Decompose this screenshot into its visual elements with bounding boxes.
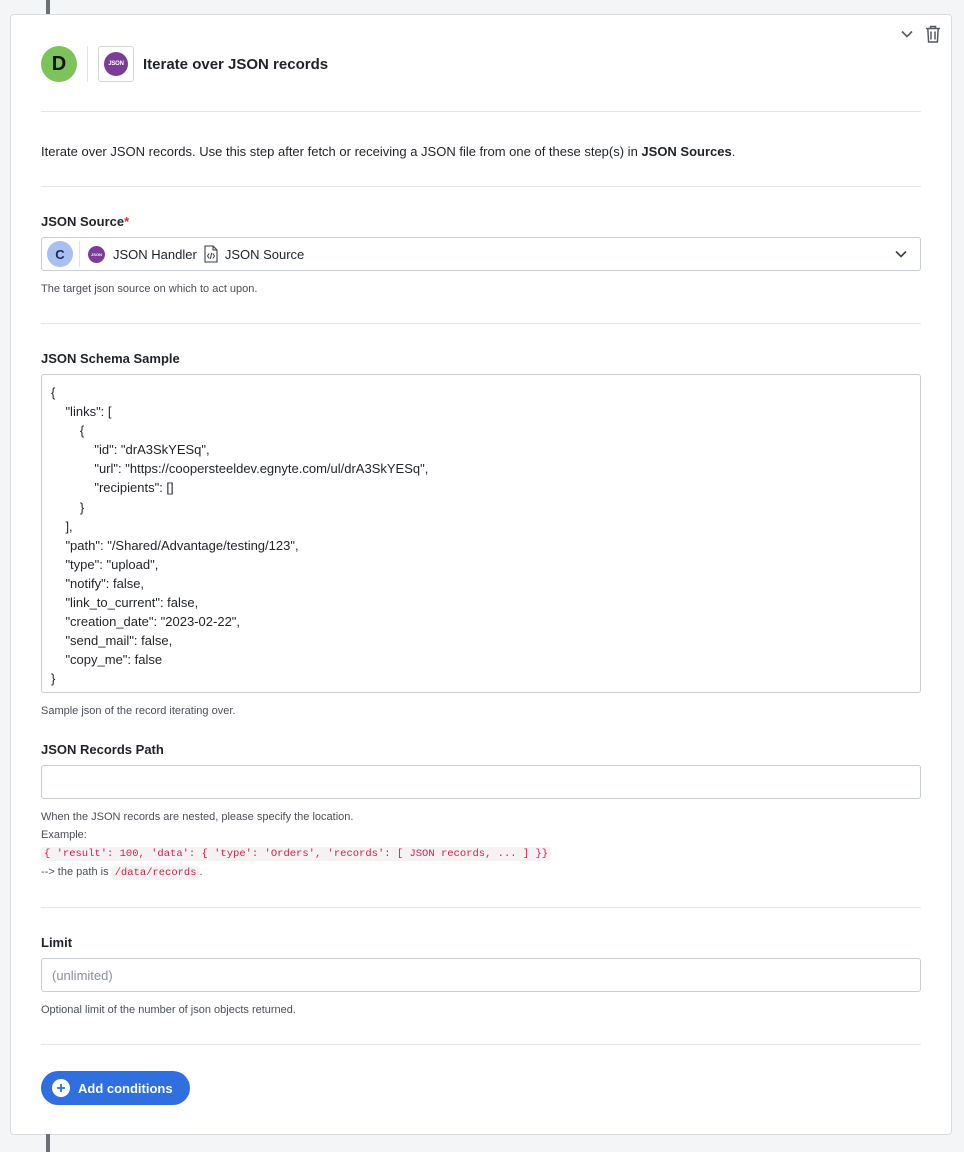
chevron-down-icon (900, 27, 914, 41)
delete-button[interactable] (923, 23, 943, 45)
schema-line: "copy_me": false (51, 652, 163, 668)
schema-line: "link_to_current": false, (51, 595, 199, 611)
json-logo-icon: JSON (104, 52, 128, 76)
schema-line: "links": [ (51, 404, 112, 420)
records-path-code: /data/records (112, 866, 200, 880)
records-path-input[interactable] (41, 765, 921, 799)
source-step-avatar: C (47, 241, 73, 267)
required-mark: * (124, 214, 130, 229)
schema-line: "url": "https://coopersteeldev.egnyte.com/ul/drA3SkYESq", (51, 461, 429, 477)
flow-connector-top (46, 0, 50, 15)
schema-line: ], (51, 518, 73, 534)
source-output-name: JSON Source (224, 246, 305, 262)
select-divider (79, 241, 80, 267)
limit-input[interactable] (41, 958, 921, 992)
records-path-line: --> the path is /data/records . (41, 866, 203, 879)
schema-sample-help: Sample json of the record iterating over. (41, 705, 236, 717)
divider (41, 111, 921, 112)
schema-line: { (51, 423, 85, 439)
json-logo-icon: JSON (88, 246, 105, 263)
step-title: Iterate over JSON records (143, 55, 329, 73)
records-path-label: JSON Records Path (41, 742, 164, 757)
card-actions (897, 23, 943, 45)
chevron-down-icon (894, 247, 908, 266)
step-header (41, 45, 328, 83)
schema-line: "recipients": [] (51, 480, 174, 496)
json-source-label: JSON Source* (41, 214, 130, 229)
limit-label: Limit (41, 935, 73, 950)
step-card (10, 14, 952, 1135)
schema-line: "path": "/Shared/Advantage/testing/123", (51, 537, 299, 553)
collapse-button[interactable] (897, 23, 917, 45)
schema-line: "send_mail": false, (51, 633, 173, 649)
json-sources-link: JSON Sources (641, 144, 732, 159)
trash-icon (925, 25, 941, 43)
records-path-example-label: Example: (41, 829, 87, 841)
source-handler-name: JSON Handler (113, 246, 197, 262)
divider (41, 907, 921, 908)
step-avatar: D (41, 46, 77, 82)
add-conditions-label: Add conditions (78, 1080, 173, 1096)
flow-connector-bottom (46, 1134, 50, 1152)
schema-line: "type": "upload", (51, 556, 159, 572)
records-path-help (41, 808, 551, 882)
schema-line: "id": "drA3SkYESq", (51, 442, 210, 458)
divider (41, 1044, 921, 1045)
header-divider (87, 46, 88, 82)
schema-sample-textarea[interactable] (41, 374, 921, 693)
schema-line: { (51, 385, 56, 400)
schema-line: "creation_date": "2023-02-22", (51, 614, 241, 630)
records-example-code: { 'result': 100, 'data': { 'type': 'Orders', 'records': [ JSON records, ... ] }} (41, 847, 551, 861)
json-app-tile (98, 46, 134, 82)
add-conditions-button[interactable] (41, 1071, 190, 1105)
schema-line: } (51, 671, 56, 687)
json-source-select[interactable] (41, 237, 921, 271)
schema-line: "notify": false, (51, 575, 145, 591)
schema-line: } (51, 499, 85, 515)
limit-help: Optional limit of the number of json objects returned. (41, 1004, 296, 1016)
schema-sample-label: JSON Schema Sample (41, 351, 180, 366)
plus-circle-icon (52, 1079, 70, 1097)
json-source-help: The target json source on which to act upon. (41, 283, 258, 295)
records-path-help-line: When the JSON records are nested, please specify the location. (41, 811, 354, 823)
divider (41, 186, 921, 187)
step-description: Iterate over JSON records. Use this step after fetch or receiving a JSON file from one of these step(s) in JSON Sources. (41, 144, 736, 159)
divider (41, 323, 921, 324)
file-code-icon (203, 245, 219, 263)
